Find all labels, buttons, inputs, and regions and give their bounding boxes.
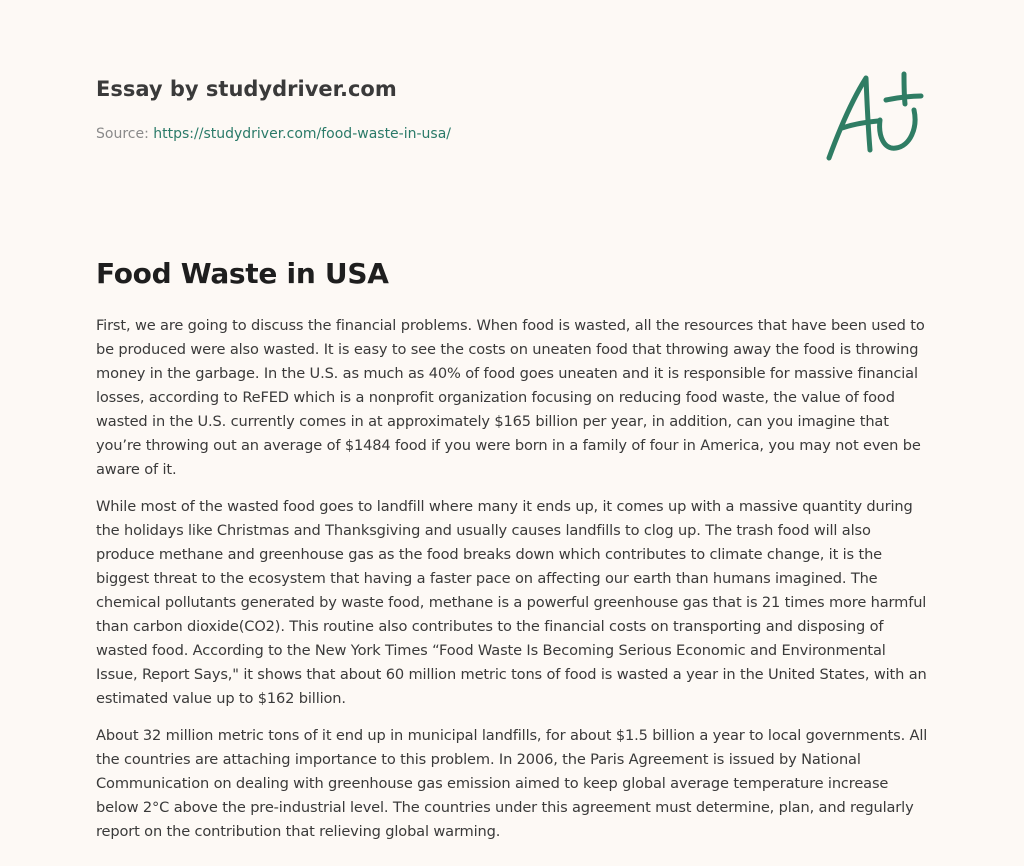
a-plus-logo-icon — [820, 66, 930, 166]
essay-header — [96, 74, 696, 144]
source-link[interactable]: https://studydriver.com/food-waste-in-usa/ — [153, 126, 451, 142]
essay-paragraph: About 32 million metric tons of it end up in municipal landfills, for about $1.5 billion a year to local governments. All the countries are attaching importance to this problem. In 2006, the Paris Agreement is issued by National Communication on dealing with greenhouse gas emission aimed to keep global average temperature increase below 2°C above the pre-industrial level. The countries under this agreement must determine, plan, and regularly report on the contribution that relieving global warming. — [96, 727, 928, 840]
essay-paragraph: First, we are going to discuss the financial problems. When food is wasted, all the resources that have been used to be produced were also wasted. It is easy to see the costs on uneaten food that throwing away the food is throwing money in the garbage. In the U.S. as much as 40% of food goes uneaten and it is responsible for massive financial losses, according to ReFED which is a nonprofit organization focusing on reducing food waste, the value of food wasted in the U.S. currently comes in at approximately $165 billion per year, in addition, can you imagine that you’re throwing out an average of $1484 food if you were born in a family of four in America, you may not even be aware of it. — [96, 317, 925, 478]
essay-body — [96, 314, 930, 857]
source-line — [96, 124, 696, 144]
essay-paragraph: While most of the wasted food goes to landfill where many it ends up, it comes up with a massive quantity during the holidays like Christmas and Thanksgiving and usually causes landfills to clog up. The trash food will also produce methane and greenhouse gas as the food breaks down which contributes to climate change, it is the biggest threat to the ecosystem that having a faster pace on affecting our earth than humans imagined. The chemical pollutants generated by waste food, methane is a powerful greenhouse gas that is 21 times more harmful than carbon dioxide(CO2). This routine also contributes to the financial costs on transporting and disposing of wasted food. According to the New York Times “Food Waste Is Becoming Serious Economic and Environmental Issue, Report Says," it shows that about 60 million metric tons of food is wasted a year in the United States, with an estimated value up to $162 billion. — [96, 498, 927, 707]
brand-title: Essay by studydriver.com — [96, 77, 397, 101]
source-label: Source: — [96, 126, 149, 142]
page-title: Food Waste in USA — [96, 257, 389, 290]
